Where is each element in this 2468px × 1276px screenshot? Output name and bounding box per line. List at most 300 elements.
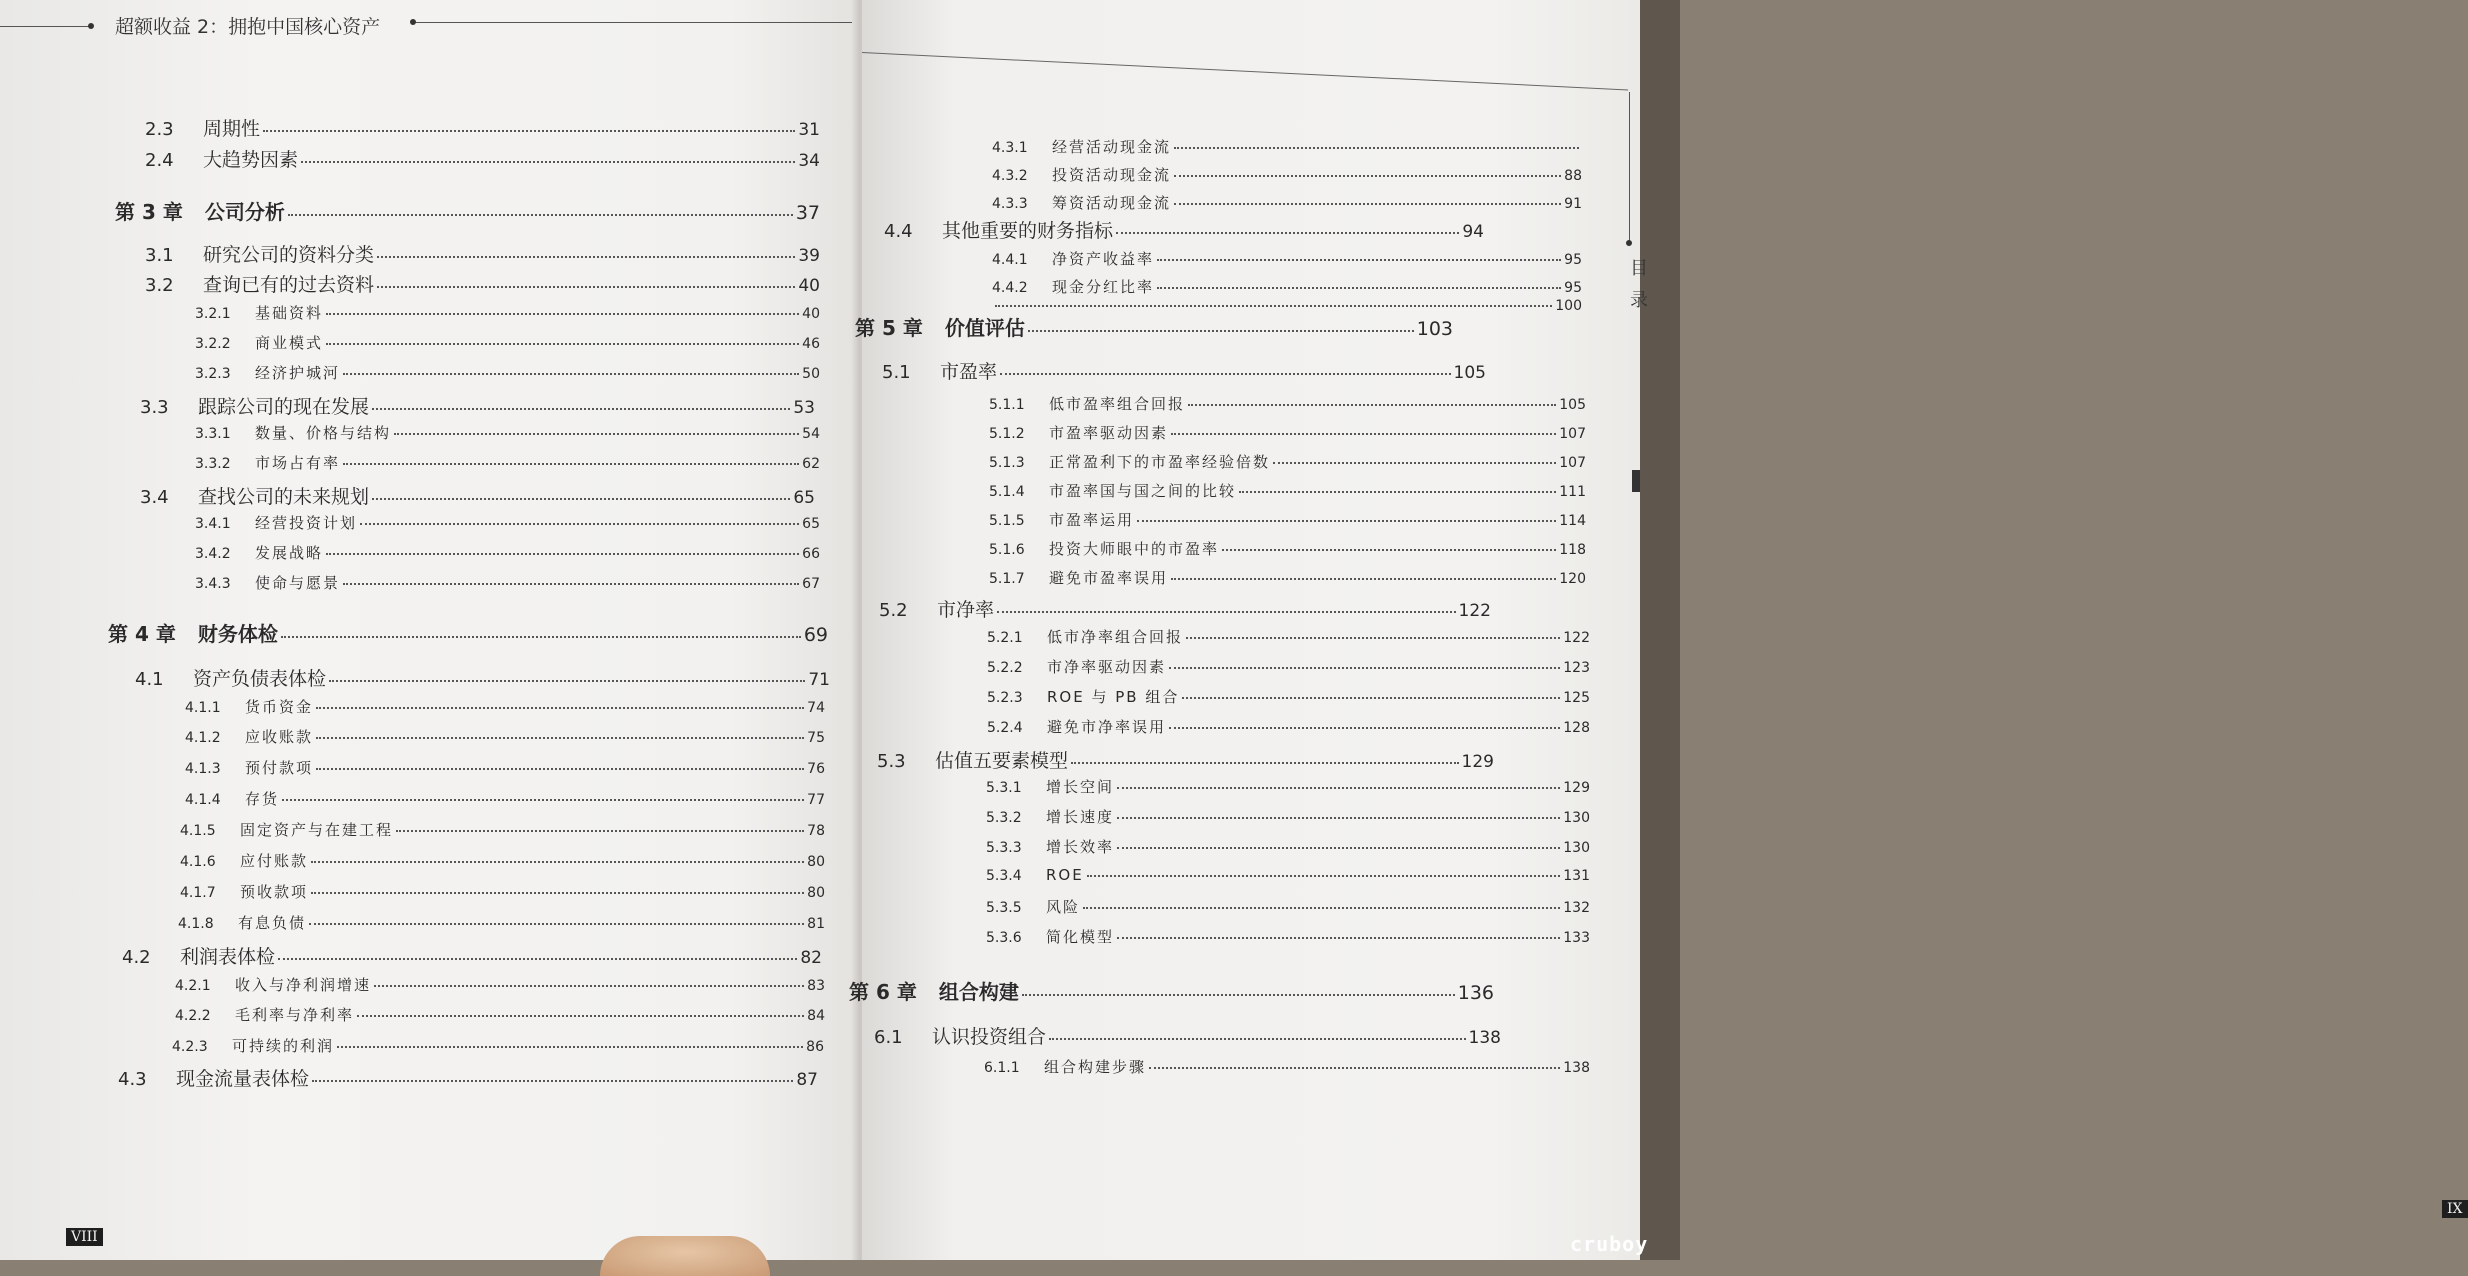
dot-leader xyxy=(326,343,799,345)
dot-leader xyxy=(1157,259,1561,261)
toc-entry-number: 3.1 xyxy=(145,245,174,266)
toc-entry-title: 简化模型 xyxy=(1046,928,1115,946)
toc-entry-4-4-1 xyxy=(992,248,1582,269)
dot-leader xyxy=(309,923,804,925)
dot-leader xyxy=(1188,404,1556,406)
toc-entry-page: 78 xyxy=(807,823,825,839)
toc-entry-page: 107 xyxy=(1559,426,1586,442)
toc-entry-5-2-1 xyxy=(987,626,1590,647)
toc-entry-4-2-1 xyxy=(175,974,825,995)
toc-entry-page: 125 xyxy=(1563,690,1590,706)
toc-entry-number: 3.3.1 xyxy=(195,426,231,442)
toc-entry-5-1-5 xyxy=(989,509,1586,530)
toc-entry-title: 低市净率组合回报 xyxy=(1047,628,1184,646)
dot-leader xyxy=(377,256,795,258)
toc-entry-4-1-4 xyxy=(185,788,825,809)
toc-entry-page: 118 xyxy=(1559,542,1586,558)
toc-entry-title: 应收账款 xyxy=(245,728,314,746)
toc-entry-number: 4.2 xyxy=(122,947,151,968)
toc-entry-3-3 xyxy=(140,392,815,419)
toc-entry-5-3-6 xyxy=(986,926,1590,947)
toc-entry-title: 周期性 xyxy=(203,118,261,140)
toc-entry-number: 3.2.1 xyxy=(195,306,231,322)
dot-leader xyxy=(1186,637,1560,639)
toc-entry-title: 有息负债 xyxy=(238,914,307,932)
toc-entry-page: 131 xyxy=(1563,868,1590,884)
toc-entry-3-3-2 xyxy=(195,452,820,473)
dot-leader xyxy=(1087,875,1561,877)
toc-entry-page: 71 xyxy=(808,670,830,690)
dot-leader xyxy=(343,373,799,375)
dot-leader xyxy=(1117,817,1560,819)
toc-entry-number: 5.2.4 xyxy=(987,720,1023,736)
dot-leader xyxy=(372,498,790,500)
toc-entry-number: 4.4 xyxy=(884,221,913,242)
toc-entry-title: 市净率驱动因素 xyxy=(1047,658,1167,676)
toc-entry-number: 3.4.2 xyxy=(195,546,231,562)
toc-entry-page: 81 xyxy=(807,916,825,932)
toc-entry-number: 4.1.7 xyxy=(180,885,216,901)
toc-entry-page: 138 xyxy=(1468,1028,1501,1048)
toc-entry-page: 133 xyxy=(1563,930,1590,946)
toc-entry-title: 货币资金 xyxy=(245,698,314,716)
toc-entry-title: 查询已有的过去资料 xyxy=(203,274,375,296)
toc-entry-5-3 xyxy=(877,746,1494,773)
toc-entry-page: 75 xyxy=(807,730,825,746)
toc-entry-5-3-2 xyxy=(986,806,1590,827)
toc-entry-5-2-4 xyxy=(987,716,1590,737)
dot-leader xyxy=(1171,578,1556,580)
toc-entry-4-3-3 xyxy=(992,192,1582,213)
toc-entry-number: 4.2.1 xyxy=(175,978,211,994)
dot-leader xyxy=(377,286,795,288)
toc-entry-page: 83 xyxy=(807,978,825,994)
toc-entry-number: 5.1.3 xyxy=(989,455,1025,471)
toc-entry-5-3-4 xyxy=(986,866,1590,884)
toc-entry-5-1 xyxy=(882,357,1486,384)
toc-entry-4-1 xyxy=(135,664,830,691)
toc-entry-number: 第 5 章 xyxy=(855,316,923,340)
dot-leader xyxy=(1000,373,1451,375)
toc-entry-page: 46 xyxy=(802,336,820,352)
dot-leader xyxy=(316,768,804,770)
dot-leader xyxy=(281,636,801,638)
toc-entry-title: 低市盈率组合回报 xyxy=(1049,395,1186,413)
toc-entry-title: 应付账款 xyxy=(240,852,309,870)
toc-entry-3-3-1 xyxy=(195,422,820,443)
toc-entry-title: 市盈率驱动因素 xyxy=(1049,424,1169,442)
toc-entry-title: ROE 与 PB 组合 xyxy=(1047,688,1180,706)
toc-entry-number: 5.1 xyxy=(882,362,911,383)
toc-entry-number: 5.1.5 xyxy=(989,513,1025,529)
toc-entry-number: 3.3 xyxy=(140,397,169,418)
toc-entry-title: 市场占有率 xyxy=(255,454,341,472)
toc-entry-title: 财务体检 xyxy=(197,622,278,646)
toc-entry-number: 5.2.2 xyxy=(987,660,1023,676)
toc-entry-page: 76 xyxy=(807,761,825,777)
toc-entry-number: 6.1.1 xyxy=(984,1060,1020,1076)
toc-entry-page: 74 xyxy=(807,700,825,716)
dot-leader xyxy=(1222,549,1556,551)
toc-entry-5-3-1 xyxy=(986,776,1590,797)
toc-entry-5-1-1 xyxy=(989,393,1586,414)
dot-leader xyxy=(326,553,799,555)
toc-entry-5-2-3 xyxy=(987,686,1590,707)
dot-leader xyxy=(326,313,799,315)
toc-entry-title: 组合构建步骤 xyxy=(1044,1058,1147,1076)
dot-leader xyxy=(372,408,790,410)
toc-entry-page: 95 xyxy=(1564,252,1582,268)
dot-leader xyxy=(311,861,804,863)
toc-entry-page: 40 xyxy=(798,276,820,296)
toc-entry-number: 5.1.6 xyxy=(989,542,1025,558)
dot-leader xyxy=(1117,937,1560,939)
toc-entry-3-2-3 xyxy=(195,362,820,383)
side-tab-dot xyxy=(1626,240,1632,246)
toc-entry-4 xyxy=(108,618,828,647)
dot-leader xyxy=(311,892,804,894)
dot-leader xyxy=(1239,491,1556,493)
dot-leader xyxy=(1169,667,1560,669)
toc-entry-title: 跟踪公司的现在发展 xyxy=(198,396,370,418)
toc-entry-number: 3.3.2 xyxy=(195,456,231,472)
toc-entry-3-2 xyxy=(145,270,820,297)
toc-entry-4-3-2 xyxy=(992,164,1582,185)
toc-entry-title: 增长速度 xyxy=(1046,808,1115,826)
toc-entry-number: 5.1.7 xyxy=(989,571,1025,587)
toc-entry-title: 其他重要的财务指标 xyxy=(942,220,1114,242)
toc-entry-number: 第 3 章 xyxy=(115,200,183,224)
toc-entry-4-1-2 xyxy=(185,726,825,747)
toc-entry-title: 现金分红比率 xyxy=(1052,278,1155,296)
toc-entry-number: 4.1.1 xyxy=(185,700,221,716)
toc-entry-number: 2.3 xyxy=(145,119,174,140)
dot-leader xyxy=(316,737,804,739)
toc-entry-title: 筹资活动现金流 xyxy=(1052,194,1172,212)
toc-entry-title: 经济护城河 xyxy=(255,364,341,382)
dot-leader xyxy=(263,130,795,132)
toc-entry-4-3 xyxy=(118,1064,818,1091)
toc-entry-page: 86 xyxy=(806,1039,824,1055)
toc-entry-page: 105 xyxy=(1559,397,1586,413)
dot-leader xyxy=(1116,232,1459,234)
toc-entry-title: 利润表体检 xyxy=(180,946,276,968)
toc-entry-number: 5.3.1 xyxy=(986,780,1022,796)
toc-entry-title: 避免市净率误用 xyxy=(1047,718,1167,736)
toc-entry-page: 138 xyxy=(1563,1060,1590,1076)
toc-entry-title: 公司分析 xyxy=(204,200,285,224)
toc-entry-page: 66 xyxy=(802,546,820,562)
toc-entry-3-2-1 xyxy=(195,302,820,323)
toc-entry-3-4-2 xyxy=(195,542,820,563)
dot-leader xyxy=(396,830,804,832)
toc-entry-5-3-5 xyxy=(986,896,1590,917)
toc-entry-2-3 xyxy=(145,114,820,141)
toc-entry-title: 使命与愿景 xyxy=(255,574,341,592)
dot-leader xyxy=(394,433,799,435)
toc-entry-page: 69 xyxy=(803,624,828,646)
toc-entry-title: 投资大师眼中的市盈率 xyxy=(1049,540,1220,558)
toc-entry-title: 市盈率运用 xyxy=(1049,511,1135,529)
toc-entry-page: 84 xyxy=(807,1008,825,1024)
toc-entry-title: 市盈率国与国之间的比较 xyxy=(1049,482,1237,500)
toc-entry-page: 136 xyxy=(1457,982,1494,1004)
toc-entry-number: 4.1.6 xyxy=(180,854,216,870)
toc-entry-number: 4.1.5 xyxy=(180,823,216,839)
toc-entry-page: 62 xyxy=(802,456,820,472)
toc-entry-number: 5.2.3 xyxy=(987,690,1023,706)
toc-entry-4-1-1 xyxy=(185,696,825,717)
toc-entry-4-4-2 xyxy=(992,276,1582,297)
chapter-edge-marker xyxy=(1632,470,1640,492)
toc-entry-title: 市净率 xyxy=(937,599,995,621)
dot-leader xyxy=(997,611,1456,613)
toc-entry-page: 87 xyxy=(796,1070,818,1090)
toc-entry-title: 预收款项 xyxy=(240,883,309,901)
toc-entry-title: 经营投资计划 xyxy=(255,514,358,532)
toc-entry-page: 34 xyxy=(798,151,820,171)
dot-leader xyxy=(1028,330,1414,332)
toc-entry-page: 39 xyxy=(798,246,820,266)
toc-entry-number: 第 4 章 xyxy=(108,622,176,646)
toc-entry-number: 4.3.2 xyxy=(992,168,1028,184)
toc-entry-number: 4.4.2 xyxy=(992,280,1028,296)
toc-entry-5-1-2 xyxy=(989,422,1586,443)
toc-entry-number: 5.1.4 xyxy=(989,484,1025,500)
toc-entry-title: 净资产收益率 xyxy=(1052,250,1155,268)
toc-entry-number: 3.2.2 xyxy=(195,336,231,352)
toc-entry-page: 65 xyxy=(793,488,815,508)
dot-leader xyxy=(329,680,805,682)
toc-entry-4-1-6 xyxy=(180,850,825,871)
toc-entry-number: 3.4 xyxy=(140,487,169,508)
toc-entry-5-1-7 xyxy=(989,567,1586,588)
toc-entry-3-2-2 xyxy=(195,332,820,353)
toc-entry-page: 80 xyxy=(807,854,825,870)
toc-entry-4-2 xyxy=(122,942,822,969)
toc-entry-title: 避免市盈率误用 xyxy=(1049,569,1169,587)
toc-entry-number: 5.2.1 xyxy=(987,630,1023,646)
toc-entry-title: 可持续的利润 xyxy=(232,1037,335,1055)
toc-entry-page: 82 xyxy=(800,948,822,968)
toc-entry-number: 4.2.3 xyxy=(172,1039,208,1055)
dot-leader xyxy=(357,1015,804,1017)
toc-entry-title: 查找公司的未来规划 xyxy=(198,486,370,508)
dot-leader xyxy=(1071,762,1459,764)
toc-entry-title: 增长效率 xyxy=(1046,838,1115,856)
toc-entry-page: 88 xyxy=(1564,168,1582,184)
toc-entry-page: 37 xyxy=(795,202,820,224)
toc-entry-title: 商业模式 xyxy=(255,334,324,352)
toc-entry-6 xyxy=(849,976,1494,1005)
toc-entry-number: 4.3.3 xyxy=(992,196,1028,212)
dot-leader xyxy=(360,523,799,525)
toc-entry-page: 114 xyxy=(1559,513,1586,529)
toc-entry-page: 107 xyxy=(1559,455,1586,471)
dot-leader xyxy=(1174,203,1561,205)
toc-entry-page: 129 xyxy=(1563,780,1590,796)
dot-leader xyxy=(1022,994,1455,996)
toc-entry-title: 基础资料 xyxy=(255,304,324,322)
toc-entry-page: 111 xyxy=(1559,484,1586,500)
toc-entry-5-2 xyxy=(879,595,1491,622)
toc-entry-number: 6.1 xyxy=(874,1027,903,1048)
toc-entry-4-2-2 xyxy=(175,1004,825,1025)
toc-entry-title: 投资活动现金流 xyxy=(1052,166,1172,184)
dot-leader xyxy=(288,214,793,216)
toc-entry-title: 价值评估 xyxy=(944,316,1025,340)
toc-entry-3 xyxy=(115,196,820,225)
toc-entry-number: 5.3 xyxy=(877,751,906,772)
toc-entry-number: 3.4.1 xyxy=(195,516,231,532)
toc-entry-number: 4.2.2 xyxy=(175,1008,211,1024)
dot-leader xyxy=(1149,1067,1560,1069)
toc-entry-title: 大趋势因素 xyxy=(203,149,299,171)
toc-entry-page: 132 xyxy=(1563,900,1590,916)
toc-entry-number: 4.4.1 xyxy=(992,252,1028,268)
toc-entry-page: 130 xyxy=(1563,840,1590,856)
toc-entry-page: 128 xyxy=(1563,720,1590,736)
toc-entry-4-4 xyxy=(884,216,1484,243)
toc-entry-number: 2.4 xyxy=(145,150,174,171)
toc-entry-page: 67 xyxy=(802,576,820,592)
toc-entry-4-1-8 xyxy=(178,912,825,933)
dot-leader xyxy=(1157,287,1561,289)
toc-entry-number: 5.3.2 xyxy=(986,810,1022,826)
toc-entry-page: 122 xyxy=(1458,601,1491,621)
toc-entry-title: 经营活动现金流 xyxy=(1052,138,1172,156)
toc-entry-title: 研究公司的资料分类 xyxy=(203,244,375,266)
toc-entry-title: 固定资产与在建工程 xyxy=(240,821,394,839)
toc-entry-4-1-3 xyxy=(185,757,825,778)
toc-entry-3-4-3 xyxy=(195,572,820,593)
toc-entry-page: 80 xyxy=(807,885,825,901)
toc-entry-6-1 xyxy=(874,1022,1501,1049)
toc-entry-number: 5.3.5 xyxy=(986,900,1022,916)
toc-entry-page: 100 xyxy=(1555,298,1582,314)
toc-entry-number: 3.2 xyxy=(145,275,174,296)
watermark: cruboy xyxy=(1570,1232,1649,1256)
toc-entry-page: 77 xyxy=(807,792,825,808)
toc-entry-title: 存货 xyxy=(245,790,280,808)
left-page xyxy=(0,0,860,1260)
right-page xyxy=(849,0,2463,1260)
toc-entry-title: 毛利率与净利率 xyxy=(235,1006,355,1024)
dot-leader xyxy=(1117,787,1560,789)
dot-leader xyxy=(343,463,799,465)
side-tab-rule xyxy=(1629,92,1630,242)
toc-entry-title: 数量、价格与结构 xyxy=(255,424,392,442)
toc-entry-5-1-3 xyxy=(989,451,1586,472)
dot-leader xyxy=(1083,907,1560,909)
toc-entry-page: 91 xyxy=(1564,196,1582,212)
toc-entry-number: 3.4.3 xyxy=(195,576,231,592)
toc-entry-page: 31 xyxy=(798,120,820,140)
toc-entry-number: 4.1.2 xyxy=(185,730,221,746)
toc-entry-title: ROE xyxy=(1046,866,1084,884)
toc-entry-3-4-1 xyxy=(195,512,820,533)
dot-leader xyxy=(1169,727,1560,729)
toc-entry-number: 5.3.3 xyxy=(986,840,1022,856)
toc-entry-number: 4.3 xyxy=(118,1069,147,1090)
toc-entry-number: 5.3.6 xyxy=(986,930,1022,946)
toc-entry-number: 4.1.3 xyxy=(185,761,221,777)
dot-leader xyxy=(995,305,1552,307)
dot-leader xyxy=(1117,847,1560,849)
toc-entry-page: 54 xyxy=(802,426,820,442)
dot-leader xyxy=(1273,462,1556,464)
left-page-number: VIII xyxy=(66,1228,103,1246)
toc-entry-page: 94 xyxy=(1462,222,1484,242)
dot-leader xyxy=(301,161,795,163)
toc-entry-page: 65 xyxy=(802,516,820,532)
toc-entry-5-1-6 xyxy=(989,538,1586,559)
dot-leader xyxy=(1049,1038,1466,1040)
running-head-rule-right xyxy=(414,22,860,23)
toc-entry-page: 40 xyxy=(802,306,820,322)
dot-leader xyxy=(1174,175,1561,177)
dot-leader xyxy=(1171,433,1556,435)
toc-entry-number: 4.1 xyxy=(135,669,164,690)
toc-entry-title: 估值五要素模型 xyxy=(935,750,1069,772)
dot-leader xyxy=(1174,147,1579,149)
toc-entry-6-1-1 xyxy=(984,1056,1590,1077)
dot-leader xyxy=(316,707,804,709)
toc-entry-number: 5.3.4 xyxy=(986,868,1022,884)
toc-entry-5-3-3 xyxy=(986,836,1590,857)
running-head-dot-right xyxy=(410,19,416,25)
toc-entry-title: 发展战略 xyxy=(255,544,324,562)
toc-entry-5-1-4 xyxy=(989,480,1586,501)
dot-leader xyxy=(1182,697,1560,699)
toc-entry-page: 50 xyxy=(802,366,820,382)
toc-entry-4-1-5 xyxy=(180,819,825,840)
toc-entry-3-4 xyxy=(140,482,815,509)
toc-entry-title: 风险 xyxy=(1046,898,1081,916)
right-page-number: IX xyxy=(2442,1200,2468,1218)
toc-entry-page: 122 xyxy=(1563,630,1590,646)
toc-entry-page: 130 xyxy=(1563,810,1590,826)
toc-entry-4-2-3 xyxy=(172,1035,824,1056)
toc-entry-page: 95 xyxy=(1564,280,1582,296)
dot-leader xyxy=(337,1046,803,1048)
dot-leader xyxy=(374,985,804,987)
toc-entry-title: 资产负债表体检 xyxy=(193,668,327,690)
dot-leader xyxy=(312,1080,793,1082)
dot-leader xyxy=(282,799,804,801)
toc-entry-5-2-2 xyxy=(987,656,1590,677)
toc-entry-4-1-7 xyxy=(180,881,825,902)
toc-entry-number: 5.1.2 xyxy=(989,426,1025,442)
toc-entry-3-1 xyxy=(145,240,820,267)
thumb-photo-artifact xyxy=(600,1236,770,1276)
toc-entry-page: 129 xyxy=(1461,752,1494,772)
toc-entry-title: 预付款项 xyxy=(245,759,314,777)
running-head-rule-left xyxy=(0,26,92,27)
toc-entry-title: 组合构建 xyxy=(938,980,1019,1004)
toc-entry-number: 3.2.3 xyxy=(195,366,231,382)
dot-leader xyxy=(278,958,797,960)
toc-entry-number: 第 6 章 xyxy=(849,980,917,1004)
toc-entry-5 xyxy=(855,312,1453,341)
running-head: 超额收益 2：拥抱中国核心资产 xyxy=(115,16,381,38)
toc-entry-page: 120 xyxy=(1559,571,1586,587)
toc-entry-title: 正常盈利下的市盈率经验倍数 xyxy=(1049,453,1271,471)
toc-entry-page: 103 xyxy=(1416,318,1453,340)
toc-entry-page: 123 xyxy=(1563,660,1590,676)
dot-leader xyxy=(343,583,799,585)
toc-entry-2-4 xyxy=(145,145,820,172)
